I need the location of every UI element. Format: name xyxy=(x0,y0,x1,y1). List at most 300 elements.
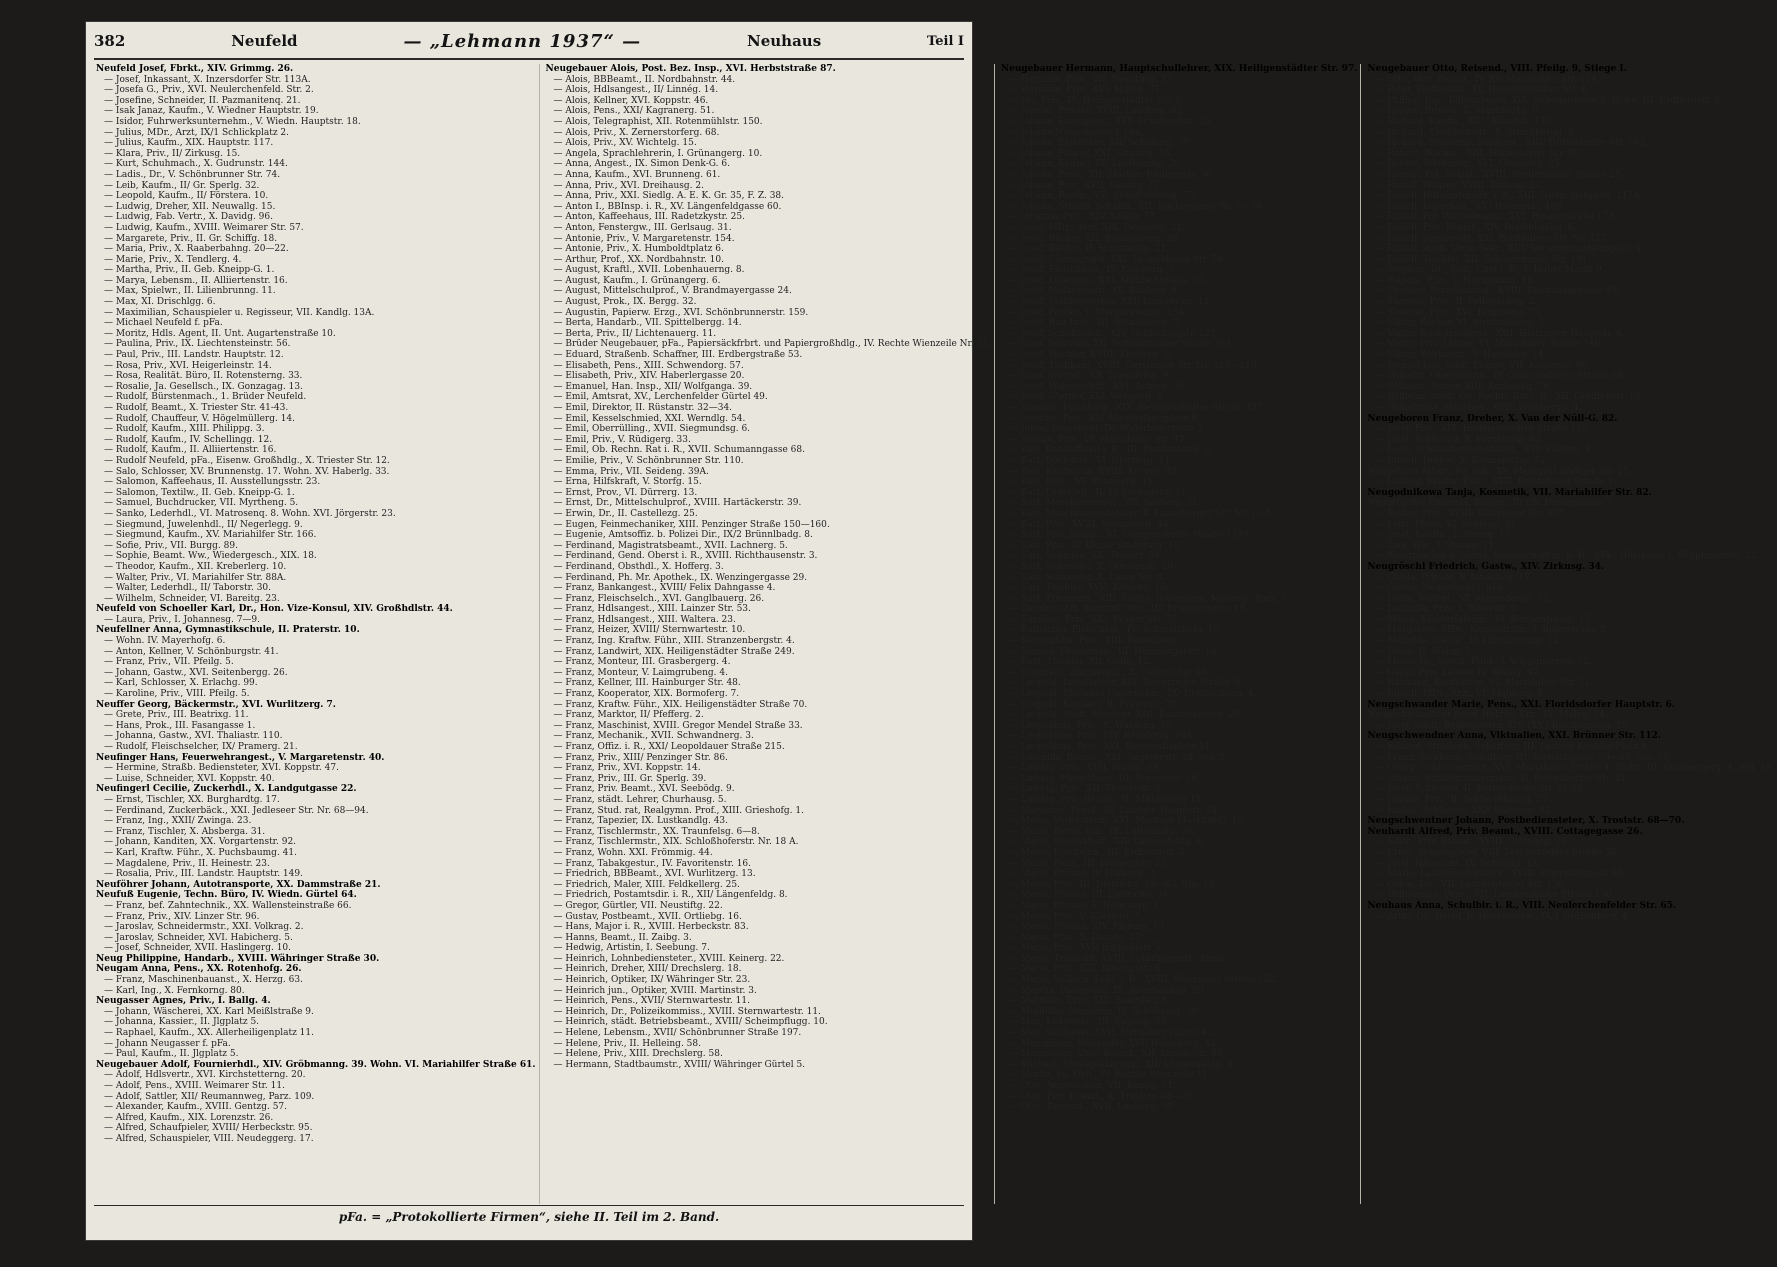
directory-entry: — Karl, Zimmerm., XIII. Siedlg. Rosenberg, Mauerg., Parz. 3. xyxy=(1008,593,1290,604)
right-keyword: Neuhaus xyxy=(747,32,822,50)
directory-entry: — Gregor, Gürtler, VII. Neustiftg. 22. xyxy=(553,900,723,911)
directory-entry: — Heinrich, städt. Betriebsbeamt., XVIII/ Scheimpflugg. 10. xyxy=(553,1017,828,1028)
directory-entry: — Anna, Priv., XVI. Dreihausg. 2. xyxy=(553,180,704,191)
directory-entry: — Anton, Fenstergw., III. Gerlsaug. 31. xyxy=(553,222,732,233)
directory-entry: — Leonhard, Zimmerpuf., X. Neilreichg. 19. xyxy=(1008,667,1210,678)
directory-entry: — Sanko, Lederhdl., VI. Matrosenq. 8. Wohn. XVI. Jörgerstr. 23. xyxy=(104,508,396,519)
directory-entry: — Alois, Hdlsangest., II/ Linnég. 14. xyxy=(553,85,719,96)
surname-entry: Neufinger Hans, Feuerwehrangest., V. Margaretenstr. 40. xyxy=(96,752,385,763)
directory-entry: — Marya, Lebensm., II. Alliiertenstr. 16. xyxy=(104,275,288,286)
directory-entry: — Anna, Priv., XXI. Siedlg. A. E. K. Gr. 35, F. Z. 38. xyxy=(553,191,785,202)
directory-entry: — Rudolf, Kaufm., II. Alliiertenstr. 16. xyxy=(104,445,277,456)
directory-entry: — Raimund, Konfektion, VI. Mariahilfer Str. 51. xyxy=(1375,678,1593,689)
column-3 xyxy=(1001,64,1361,1204)
surname-entry: Neugebauer Adolf, Fournierhdl., XIV. Gröbmanng. 39. Wohn. VI. Mariahilfer Straße 61. xyxy=(96,1059,536,1070)
directory-entry: — Erwin, Dr., II. Castellezg. 25. xyxy=(553,508,698,519)
directory-entry: — Moritz, Hdls. Agent, II. Unt. Augartenstraße 10. xyxy=(104,328,336,339)
directory-entry: — Alois, BBBeamt., II. Nordbahnstr. 44. xyxy=(553,74,736,85)
left-keyword: Neufeld xyxy=(231,32,298,50)
directory-entry: — Siegmund, Juwelenhdl., II/ Negerlegg. 9. xyxy=(104,519,303,530)
directory-entry: — Artur, Ob. Revid. b. Heeresverw., IX/1 Grünentorg. 4. xyxy=(1375,911,1631,922)
directory-entry: — Rudolf, Kaufm., XIII. Philippg. 3. xyxy=(104,424,265,435)
directory-entry: — Johann, Fahrer, XXI. Straußg. 15. xyxy=(1008,148,1173,159)
directory-entry: — Margarete, MDr., Kinderärztin, I. Biberstraße 3. xyxy=(1375,625,1608,636)
directory-entry: — Marie, Priv., V. Kliebero. 7. xyxy=(1008,911,1143,922)
surname-entry: Neugebauer Alois, Post. Bez. Insp., XVI. Herbststraße 87. xyxy=(545,64,836,74)
directory-entry: — Sophie, Beamt. Ww., Wiedergesch., XIX. 18. xyxy=(104,551,317,562)
directory-entry: — Malek, Kleiderfalonin., VI. Bürgerspitalg. 15. xyxy=(1375,614,1594,625)
directory-entry: — Franz, Landwirt, XIX. Heiligenstädter Straße 249. xyxy=(553,646,795,657)
directory-entry: — Salo, Schlosser, XV. Brunnenstg. 17. Wohn. XV. Haberlg. 33. xyxy=(104,466,390,477)
directory-entry: — Edith, Priv. Beamt., XVIII. Cottageg. 26. xyxy=(1375,837,1570,848)
directory-entry: — Grete, Priv., III. Beatrixg. 11. xyxy=(104,710,249,721)
directory-entry: — Franz, Maschinenbauanst., X. Herzg. 63. xyxy=(104,975,303,986)
directory-entry: — Johann, Elektriker, XII/ Schallerg. 39. xyxy=(1008,138,1193,149)
directory-entry: — Jeanne, Private, XVIII. Laudong. 42. xyxy=(1008,106,1186,117)
surname-entry: Neugebauer Otto, Reisend., VIII. Pfeilg. 9, Stiege I. xyxy=(1367,64,1627,74)
directory-entry: — Ida, Priv., IX. Heiligenstädter Str. 6. xyxy=(1008,95,1185,106)
directory-entry: — Otto, Angestellter, VII. Bandg. 11. xyxy=(1008,1081,1176,1091)
directory-entry: — Franz, Hdlsangest., XIII. Waltera. 23. xyxy=(553,614,736,625)
directory-entry: — Alois, Pens., XXI/ Kagranerg. 51. xyxy=(553,106,715,117)
surname-entry: Neufuß Eugenie, Techn. Büro, IV. Wiedn. Gürtel 64. xyxy=(96,890,357,901)
directory-entry: — Arthur, Prof., XX. Nordbahnstr. 10. xyxy=(553,254,724,265)
directory-entry: — Rudolf Neufeld, pFa., Eisenw. Großhdlg., X. Triester Str. 12. xyxy=(104,455,390,466)
directory-entry: — Maria, Verkäuferin, XXI. Mautner Markhof-G. 16. xyxy=(1008,816,1246,827)
directory-entry: — Max, XI. Drischlgg. 6. xyxy=(104,297,216,308)
directory-entry: — Georg, Schlossermstr., XVI. Mariahilfer Straße 4, Wohn. III. Grasbergerg. 4, Stg. 19. xyxy=(1375,763,1775,774)
directory-entry: — Josef, Ran Insp., III. Stanislausg. 3. xyxy=(1008,318,1182,329)
directory-entry: — Friedrich, Postamtsdir. i. R., XII/ Längenfeldg. 8. xyxy=(553,890,788,901)
directory-entry: — Franz, Stud. rat, Realgymn. Prof., XIII. Grieshofg. 1. xyxy=(553,805,804,816)
directory-entry: — Ludmilla, Beamt., XXI. Angererstr. 28, Stg. 2. xyxy=(1008,752,1229,763)
directory-entry: — Gisela, Private, V. Johanneg. 17. xyxy=(1375,572,1534,583)
directory-entry: — Ferdinand, Magistratsbeamt., XVII. Lachnerg. 5. xyxy=(553,540,788,551)
directory-entry: — Otto, Priv. Beamt., X. Troststr. 68—70. xyxy=(1008,1091,1196,1102)
directory-entry: — Ferdinand, Ph. Mr. Apothek., IX. Wenzingergasse 29. xyxy=(553,572,808,583)
directory-entry: — Karl, Ing., X. Fernkorng. 80. xyxy=(104,985,245,996)
directory-entry: — Hermann, Stadtbaumstr., XVIII/ Währinger Gürtel 5. xyxy=(553,1059,806,1070)
surname-entry: Neugasser Agnes, Priv., I. Ballg. 4. xyxy=(96,996,271,1007)
directory-entry: — Max, Spielwr., II. Lilienbrunng. 11. xyxy=(104,286,276,297)
directory-entry: — Karl, Priv., II/ Kleine Stadtgutg. 11. xyxy=(1008,540,1182,551)
directory-entry: — Emanuel, Han. Insp., XII/ Wolfganga. 39. xyxy=(553,381,753,392)
directory-entry: — Martha, Priv., II. Geb. Kneipp-G. 1. xyxy=(104,265,275,276)
directory-entry: — Ludwig, Priv. Beamt., IV. Mittersteig 15. xyxy=(1008,794,1204,805)
directory-entry: — Johann, Kanditen, XX. Vorgartenstr. 92. xyxy=(104,837,297,848)
directory-entry: — Ludwig, Kaufm., XVIII. Weimarer Str. 57. xyxy=(104,222,304,233)
directory-entry: — Leopold, Installateur, XIX. Sieveringer Straße 50. xyxy=(1008,678,1247,689)
surname-entry: Neugodnikowa Tanja, Kosmetik, VII. Mariahilfer Str. 82. xyxy=(1367,487,1652,498)
directory-entry: — Marie, Private, II/ Hafnerg. 3. xyxy=(1008,869,1157,880)
directory-entry: — Hanns, Beamt., II. Zaibg. 3. xyxy=(553,932,692,943)
directory-entry: — Berta, Handarb., VII. Spittelbergg. 14. xyxy=(553,318,742,329)
directory-entry: — Maria, Priv., X. Raaberbahng. 20—22. xyxy=(104,244,289,255)
directory-entry: — Hermine, Straßb. Bediensteter, XVI. Koppstr. 47. xyxy=(104,763,339,774)
directory-entry: — Michael, Musikpädagogin, XII/ Längenfeldg. 8. xyxy=(1008,1059,1236,1070)
directory-entry: — Franz, Maschinist, XVIII. Gregor Mendel Straße 33. xyxy=(553,720,803,731)
directory-entry: — Franz, Hdlsangest., XIII. Lainzer Str. 53. xyxy=(553,604,751,615)
directory-entry: — Anton I., BBInsp. i. R., XV. Längenfeldgasse 60. xyxy=(553,201,782,212)
directory-entry: — Ferdinand, Obsthdl., X. Hofferg. 3. xyxy=(553,561,724,572)
directory-entry: — Franz, Ing. Kraftw. Führ., XIII. Stranzenbergstr. 4. xyxy=(553,636,795,647)
surname-entry: Neugröschl Friedrich, Gastw., XIV. Zirkusg. 34. xyxy=(1367,561,1605,572)
surname-entry: Neuhaus Anna, Schulbir. i. R., VIII. Neulerchenfelder Str. 65. xyxy=(1367,900,1677,911)
directory-entry: — Walter, Lederhdl., II/ Taborstr. 30. xyxy=(104,583,272,594)
directory-entry: — Salomon, Kaffeehaus, II. Ausstellungsstr. 23. xyxy=(104,477,321,488)
directory-entry: — Marie, Trafikant, XVIII. Lothringerstr., Kiosk. xyxy=(1008,953,1228,964)
directory-entry: — Peter, Postbeamt., IX. Heiligenstädter Str. 6. xyxy=(1375,85,1590,96)
directory-entry: — Regine, Private, X. Mannhartg. 6. xyxy=(1375,106,1541,117)
directory-entry: — Kurt, Tischler, XII. Gallg. 12. xyxy=(1008,657,1152,668)
directory-entry: — Franz, Kraftw. Führ., XIX. Heiligenstädter Straße 70. xyxy=(553,699,808,710)
directory-entry: — Hans, Major i. R., XVIII. Herbeckstr. 83. xyxy=(553,922,749,933)
directory-entry: — Franz, bef. Zahntechnik., XX. Wallensteinstraße 66. xyxy=(104,900,352,911)
directory-entry: — Richard, Kaufm., XIII. Auhofstr. 135. xyxy=(1375,116,1555,127)
directory-entry: — Rosa, Priv., XVI. Heigerleinstr. 14. xyxy=(104,360,272,371)
directory-entry: — Rosa, Realität. Büro, II. Rotensterng. 33. xyxy=(104,371,303,382)
surname-entry: Neug Philippine, Handarb., XVIII. Währinger Straße 30. xyxy=(96,953,380,964)
directory-entry: — Marie, Priv., X. Tendlerg. 4. xyxy=(104,254,242,265)
directory-entry: — Ludwig, Priv., XVII. Pezzlg. 64. xyxy=(1008,763,1162,774)
directory-entry: — Franz, Priv., XIV. Linzer Str. 96. xyxy=(104,911,260,922)
directory-entry: — Erna, Hilfskraft, V. Storfg. 15. xyxy=(553,477,702,488)
surname-entry: Neugebauer Hermann, Hauptschullehrer, XIX. Heiligenstädter Str. 97. xyxy=(1000,64,1358,74)
directory-entry: — Viktor, Priv. Lehrer, VI. Mariahilfer Straße 74B. xyxy=(1375,339,1604,350)
directory-entry: — Leopoldine, Priv., XIV. Reindorfg. 10A. xyxy=(1008,731,1196,742)
directory-entry: — Emil, Oberrülling., XVII. Siegmundsg. 6. xyxy=(553,424,751,435)
directory-entry: — Anna, Kaufm., XVI. Brunneng. 61. xyxy=(553,169,721,180)
directory-entry: — Julius, Kaufm., XIX. Hauptstr. 117. xyxy=(104,138,274,149)
directory-entry: — Karl, Büchdrst., VI. Gfornerg. 11. xyxy=(1008,455,1174,466)
directory-entry: — Johann, Pens., XII. Markgr. Rüdigerstr. 36. xyxy=(1008,169,1215,180)
directory-entry: — Franz, Mechanik., XVII. Schwandnerg. 3. xyxy=(553,731,754,742)
directory-entry: — Josef, Sekretär, XII. Schönbrunner Straße 261. xyxy=(1008,339,1235,350)
directory-entry: — Max, Lederwar., III. Ungarg. 35. xyxy=(1008,1017,1169,1028)
directory-entry: — Ludwig, Dreher, XII. Neuwallg. 15. xyxy=(104,201,276,212)
directory-entry: — Josef, Lebensm., XXI. Mühlschüttelg. 65. xyxy=(1008,275,1207,286)
directory-entry: — Maximilian, Schauspieler u. Regisseur, VII. Kandlg. 13A. xyxy=(104,307,375,318)
directory-entry: — Karl, Schneider, X. Laaer Str. 8. xyxy=(1008,572,1166,583)
directory-entry: — Karl, Bahnoffizial i. R., III. Rundmanng. 3. xyxy=(1008,445,1213,456)
directory-entry: — Isidor, Fuhrwerksunternehm., V. Wiedn. Hauptstr. 18. xyxy=(104,116,361,127)
directory-entry: — Maximilian, Reisender, XVI/ Habicherg. 43. xyxy=(1008,1038,1219,1049)
directory-entry: — Ernst, Dr., Mittelschulprof., XVIII. Hartäckerstr. 39. xyxy=(553,498,802,509)
directory-entry: — Augustin, Papierw. Erzg., XVI. Schönbrunnerstr. 159. xyxy=(553,307,809,318)
directory-entry: — Josef, Wagenschffr., XVI. Ackerg. 36. xyxy=(1008,381,1188,392)
directory-entry: — Rudolf, städt. Verw. Sekr., XIII/ Versorgungsheimplatz 1. xyxy=(1375,244,1645,255)
directory-entry: — Oscar, Priv. Lehrer, IV. Mühlg. 42. xyxy=(1375,667,1542,678)
directory-entry: — Luise, Schneider, XVI. Koppstr. 40. xyxy=(104,773,275,784)
directory-entry: — Wilhelm, Setzer, XIII/ Anzbachg. 76. xyxy=(1375,381,1553,392)
directory-entry: — Katharina, Fleischelb., IV/ Schmalzhofg. 16. xyxy=(1008,625,1222,636)
directory-entry: — Moritz, Fa. Gefl., IV. Rechte Wienzeile 11. xyxy=(1008,1070,1211,1081)
directory-entry: — Konrad, Fleischhau., III. Hainburgerstr. 18. xyxy=(1008,646,1220,657)
directory-entry: — Otto, Verf. Beamt., IV. XV. Mariahilfer Str. 174. xyxy=(1375,74,1600,85)
directory-entry: — Wilhelm, Schneider, VI. Bareitg. 23. xyxy=(104,593,280,604)
directory-entry: — Rosalie, Ja. Gesellsch., IX. Gonzagag. 13. xyxy=(104,381,303,392)
directory-entry: — August, Kraftl., XVII. Lobenhauerng. 8. xyxy=(553,265,745,276)
directory-entry: — Marie, Bettw. Erz., IX. Luftkandlg. 39. xyxy=(1008,826,1195,837)
directory-entry: — Josef, Bäcker, XII. Steinbauerg. 26. xyxy=(1008,233,1181,244)
directory-entry: — Josef, Kaufm., I. Sterng. 11. xyxy=(1375,530,1514,541)
directory-entry: — Gustav, Postbeamt., XVII. Ortliebg. 16. xyxy=(553,911,742,922)
directory-entry: — Elisabeth, Pens., XIII. Schwendorg. 57. xyxy=(553,360,744,371)
directory-entry: — Philipp, Ing., Kühlanlagen, XIX. Schegargasse 8, Wohn. III. Erdbergstr. 2. xyxy=(1375,95,1723,106)
directory-entry: — Alfred, Kaufm., XIX. Lorenzstr. 26. xyxy=(104,1112,274,1123)
directory-entry: — Franz, Tischlermstr., XX. Traunfelsg. 6—8. xyxy=(553,826,760,837)
directory-entry: — Kurt, Schuhmach., X. Gudrunstr. 144. xyxy=(104,159,288,170)
directory-entry: — Karl, Kraftw. Führ., X. Puchsbaumg. 41. xyxy=(104,847,297,858)
directory-entry: — Franz, Straßenb. Schaffner, III. Dietrichgasse 59—63, Stg. 19. xyxy=(1375,752,1672,763)
directory-entry: — Sofie, Priv., VII. Burgg. 89. xyxy=(104,540,238,551)
directory-entry: — Josef, Molkereiarb., IX. Binderg. 6. xyxy=(1008,286,1180,297)
directory-entry: — Marie, Geschäftsfr., XII/ Längenfeldg. 8. xyxy=(1008,837,1205,848)
directory-entry: — Josefine, Fischhdlg., XIX. Heiligenstädter Straße 127. xyxy=(1008,403,1266,413)
directory-entry: — Johann, Rentn., VII. Schottenfeldg. 75. xyxy=(1008,191,1198,202)
directory-entry: — Laura, Priv., I. Johannesg. 7—9. xyxy=(104,614,261,625)
directory-entry: — Karoline, Oh. Kontroll. Ww., III. Krieglergasse 10. xyxy=(1008,604,1248,615)
directory-entry: — Franz, Kellner, III. Hainburger Str. 48. xyxy=(553,678,741,689)
header-rule xyxy=(94,58,964,60)
directory-entry: — Therese, Priv., II. Pellegardeg. 2. xyxy=(1375,297,1537,308)
surname-entry: Neugschwendner Anna, Viktualien, XXI. Brünner Str. 112. xyxy=(1367,731,1662,742)
directory-entry: — Marie, Priv., XVI/ Hippeplatz 5. xyxy=(1008,943,1164,954)
directory-entry: — Stephan, Dr., Sekt. Chef i. R., I. Hoher Markt 9. xyxy=(1375,265,1605,276)
surname-entry: Neufellner Anna, Gymnastikschule, II. Praterstr. 10. xyxy=(96,625,360,636)
surname-entry: Neuföhrer Johann, Autotransporte, XX. Dammstraße 21. xyxy=(96,879,381,890)
directory-entry: — Rosalia, Priv., III. Landstr. Hauptstr. 149. xyxy=(104,869,303,880)
directory-entry: — Moses Ig., Gesch. Führ., I. Wipplingerstr. 12. xyxy=(1375,657,1592,668)
directory-entry: — Hermine, Priv., VII. Neustiftg. 33. xyxy=(1008,74,1175,85)
surname-entry: Neufeld Josef, Fbrkt., XIV. Grimmg. 26. xyxy=(96,64,294,74)
directory-entry: Neugschwandtner Josef, Holzwr. Erz., IX. Malzg. 14. xyxy=(1367,710,1608,721)
directory-entry: — Johann, Eisengiess., XVI. Schwegelstr. 29. xyxy=(1008,116,1213,127)
directory-entry: — Josef, Wagner, XXI. Wengerg. 9. xyxy=(1008,392,1166,403)
directory-entry: — Karl, Tischler, XVII. Köhlerg. 16. xyxy=(1008,583,1170,594)
directory-entry: — Friedrich, BBBeamt., XVI. Wurlitzerg. 13. xyxy=(553,869,756,880)
directory-entry: — Karl, Maschinenmstr., VII. Seideng. 31. xyxy=(1008,498,1201,509)
directory-entry: — Josef, Fleischhau., IV. Kleeberg. 7. xyxy=(1008,265,1177,276)
directory-entry: — Justine, Priv., VI. Mariahilfer Str. 47. xyxy=(1008,434,1188,445)
directory-entry: — Rudolf, Lagerhalt., XV/ Hasnerstr. 166. xyxy=(1375,201,1565,212)
directory-entry: — August, Kaufm., I. Grünangerg. 6. xyxy=(553,275,721,286)
surname-entry: Neuffer Georg, Bäckermstr., XVI. Wurlitzerg. 7. xyxy=(96,699,336,710)
directory-entry: — Josef, Schuhmach., XIV. Goldschlagstr. 121. xyxy=(1008,328,1219,339)
surname-entry: Neugschwentner Johann, Postbediensteter, X. Troststr. 68—70. xyxy=(1367,816,1685,827)
directory-entry: — Otto, Reisend., XVII. Lauberg. 30. xyxy=(1008,1102,1176,1113)
directory-entry: — Leopoldine, Priv., XXI. Konstantiaplatz 51. xyxy=(1008,742,1214,752)
directory-entry: — Josef, Priv., XIX. Heiligenstädter Straße 155. xyxy=(1375,424,1591,435)
directory-entry: — Rudolf, Tischler, XII. Schönbrunner Str. 191. xyxy=(1375,254,1591,265)
directory-entry: — Eugen, Feinmechaniker, XIII. Penzinger Straße 150—160. xyxy=(553,519,830,530)
directory-entry: — Marie, Volksch. Lehr. i. R., XVIII. Währinger Straße 122. xyxy=(1008,975,1279,986)
directory-entry: — Karl, Kaufmann, XVIII. Kreuzg. 52. xyxy=(1008,466,1181,477)
directory-entry: — Salomon, Textilw., II. Geb. Kneipp-G. 1. xyxy=(104,487,295,498)
directory-entry: — Wohn. II. Malzg. 3. xyxy=(1375,646,1474,657)
directory-entry: — Hans, Prok., III. Fasangasse 1. xyxy=(104,720,256,731)
directory-entry: — Wohn. IV. Mayerhofg. 6. xyxy=(104,636,226,647)
directory-entry: — Margarete, Priv., II. Gr. Schiffg. 18. xyxy=(104,233,278,244)
directory-entry: — Johann Neugasser f. pFa. xyxy=(104,1038,231,1049)
directory-entry: — Elisabeth, Priv., XIV. Haberlergasse 20. xyxy=(553,371,745,382)
directory-entry: — Rudolf, Schlosser, XXI/ Kaltnerg. 42. xyxy=(1375,805,1554,816)
directory-entry: — Maximilian, Univ. Beamt., XII. Linzer Str. 87. xyxy=(1008,1049,1226,1060)
directory-entry: — Johann, Wäscherei, XX. Karl Meißlstraße 9. xyxy=(104,1006,314,1017)
directory-entry: — Josef, Trafikant, XVIII. Gersthofer Str. Nr. 115—119. xyxy=(1008,360,1260,371)
directory-entry: — Marie, Lampenschirmerz., XVIII. Pfarrstengasse 68. xyxy=(1375,869,1626,880)
directory-entry: — Leopoldine, Priv., X. Waldeng. 79. xyxy=(1008,720,1175,731)
directory-entry: — Gustav Neugröschl f. pFa. xyxy=(1375,583,1506,594)
directory-entry: — Ludwig, Fab. Vertr., X. Davidg. 96. xyxy=(104,212,273,223)
directory-entry: — Paulina, Priv., IX. Liechtensteinstr. 56. xyxy=(104,339,291,350)
directory-entry: — Hermine, Priv., XVI. Hippg. 37. xyxy=(1008,85,1163,96)
surname-entry: Neugam Anna, Pens., XX. Rotenhofg. 26. xyxy=(96,964,302,975)
directory-entry: — Leopold, Mietauto Unternehm., IX/ Dreihackeng. 4. xyxy=(1008,689,1257,700)
directory-entry: — Viktor, Bäcker, VI. Strohmanerg. 5. xyxy=(1375,318,1548,329)
directory-entry: — Leopold, Kaufm., II/ Förstera. 10. xyxy=(104,191,269,202)
directory-entry: — Ludmilla, Priv., I. Biberstr. 3. xyxy=(1375,604,1519,615)
directory-entry: — Angela, Sprachlehrerin, I. Grünangerg. 10. xyxy=(553,148,763,159)
directory-entry: — Johann, Schiffszimmermann, II. Rottenborfer Str. 21. xyxy=(1375,773,1629,784)
directory-entry: — Klementine, Priv., XIII/ Rosenberg. xyxy=(1008,636,1180,647)
directory-entry: — Heinrich, Pens., XVII/ Sternwartestr. 11. xyxy=(553,996,750,1007)
directory-entry: — Franz, Tischlermstr., XIX. Schloßhoferstr. Nr. 18 A. xyxy=(553,837,799,848)
directory-entry: — Neugröschel & Söhne, Gesellschaft m. b. H., pFa., Hdlshaus, I. Wipplingerstr. 12. xyxy=(1375,551,1760,562)
surname-entry: Neufingerl Cecilie, Zuckerhdl., X. Landgutgasse 22. xyxy=(96,784,357,795)
directory-entry: — Karl, Priv., XVIII. Weimarerg. 44. xyxy=(1008,519,1172,530)
directory-entry: — Adolf, Sattler, XII/ Reumannweg, Parz. 109. xyxy=(104,1091,315,1102)
directory-entry: — Paul, Kaufm., II. Jlgplatz 5. xyxy=(104,1049,239,1060)
directory-entry: — Franz, Tabakgestur., IV. Favoritenstr. 16. xyxy=(553,858,752,869)
directory-entry: — Rudolf, Bürstenmach., 1. Brüder Neufeld. xyxy=(104,392,307,403)
directory-entry: — Emil, Direktor, II. Rüstanstr. 32—34. xyxy=(553,403,733,413)
directory-entry: — Josef, Inkassant, IX. Schlöglg. 43. xyxy=(1375,858,1541,869)
footer-note: pFa. = „Protokollierte Firmen“, siehe II. Teil im 2. Band. xyxy=(338,1210,720,1224)
directory-entry: — Robert, Werkmstr., XVI. Obsakerg. 25. xyxy=(1375,159,1563,170)
directory-entry: — August, Mittelschulprof., V. Brandmayergasse 24. xyxy=(553,286,792,297)
directory-entry: — Marie, Kronbühn., III. Erdbergstr. 2. xyxy=(1008,847,1188,858)
directory-entry: — Johanna, Gastw., XVI. Thaliastr. 110. xyxy=(104,731,283,742)
directory-entry: — Anton, Kellner, V. Schönburgstr. 41. xyxy=(104,646,279,657)
directory-entry: — Franz, Offiz. i. R., XXI/ Leopoldauer Straße 215. xyxy=(553,742,785,752)
directory-entry: — Wenzel Leo, städt. Lehrer, VII. Kaiserstr. 86. xyxy=(1375,360,1590,371)
directory-entry: — Friedrich, Maler, XIII. Feldkellerg. 25. xyxy=(553,879,740,890)
directory-entry: — Anna, Angest., IX. Simon Denk-G. 6. xyxy=(553,159,730,170)
directory-entry: — Michael Neufeld f. pFa. xyxy=(104,318,223,329)
directory-entry: — Therese, Priv., XVI. Brunneng. 75. xyxy=(1375,307,1543,318)
directory-entry: — Juliana, Priv., II. Schlachthausg. 27. xyxy=(1375,794,1551,805)
column-1 xyxy=(96,64,540,1204)
page-title: — „Lehmann 1937“ — xyxy=(403,30,642,52)
directory-entry: — Richard, Straßenb. Bedienst., XIII/ Hütteldorfer Str. 183. xyxy=(1375,138,1648,149)
directory-entry: — Leopold, städt. Monteur, XIII. Ranzenhoferg. 29. xyxy=(1008,710,1243,721)
directory-entry: — Heinrich, Dr., Polizeikommiss., XVIII. Sternwartestr. 11. xyxy=(553,1006,821,1017)
directory-entry: — Johann, Gastw., XVI. Seitenbergg. 26. xyxy=(104,667,288,678)
directory-entry: — Josef, Chemigraph, XXI. Leopoldauer Str. 76. xyxy=(1008,254,1226,265)
directory-entry: — Josef, Mühlenwerker, XXI/ Lanbruckg. 12. xyxy=(1008,297,1212,308)
directory-entry: Neugröschel Emanuel, Kaufm., II/ Ob. Donaustraße 7. xyxy=(1367,498,1615,509)
directory-entry: — Ernst, Prov., VI. Dürrerg. 13. xyxy=(553,487,698,498)
directory-entry: — Raphael, Kaufm., XX. Allerheiligenplatz 11. xyxy=(104,1028,314,1039)
directory-entry: — Toni, Ww., I. Sterng. 11. xyxy=(1375,540,1498,551)
directory-entry: — Emil, Amtsrat, XV., Lerchenfelder Gürtel 49. xyxy=(553,392,768,403)
entry-columns xyxy=(96,64,1775,1204)
directory-entry: — Josef, Portier, V. Margaretenstr. 154. xyxy=(1008,307,1188,318)
directory-entry: — Franz, Priv., III. Gr. Sperlg. 39. xyxy=(553,773,707,784)
directory-entry: — Rudolf, Beamt., X. Triester Str. 41-43. xyxy=(104,403,289,413)
directory-entry: — Robert, Wachm., XIII. Hütteldorfer Str. 90. xyxy=(1375,148,1583,159)
directory-entry: — Helene, Priv., XIII. Drechslerg. 58. xyxy=(553,1049,723,1060)
directory-entry: — Rudolf, Wehrer, XVIII. Dittesg. 13. xyxy=(1375,180,1544,191)
directory-entry: — Isidor, Vertret., VI. Maysederstr. 11. xyxy=(1375,593,1552,604)
directory-entry: — Franz, Monteur, V. Laimgrubeng. 4. xyxy=(553,667,728,678)
directory-entry: — Marie, Private, XIV. Pilgeng. 13. xyxy=(1008,922,1168,933)
directory-entry: — Franz, Marktor, II/ Pfefferg. 2. xyxy=(553,710,704,721)
directory-entry: — Fritz, Maler, VI. Seideng. 31. xyxy=(1375,519,1520,530)
directory-entry: — Siegmund, Kaufm., XV. Mariahilfer Str. 166. xyxy=(104,530,317,541)
directory-entry: — Emil, Ob. Rechn. Rat i. R., XVII. Schumanngasse 68. xyxy=(553,445,805,456)
directory-entry: — Samuel, Buchdrucker, VII. Myrtheng. 5. xyxy=(104,498,299,509)
directory-entry: — Alfred, Schaufpieler, XVIII/ Herbeckstr. 95. xyxy=(104,1123,313,1134)
directory-entry: — Ladis., Dr., V. Schönbrunner Str. 74. xyxy=(104,169,281,180)
directory-entry: — Isak Janaz, Kaufm., V. Wiedner Hauptstr. 19. xyxy=(104,106,319,117)
directory-entry: — Julius, MDr., Arzt, IX/1 Schlickplatz 2. xyxy=(104,127,290,138)
directory-entry: — Johann, Priv., XVII. Gentzg. 17. xyxy=(1008,180,1163,191)
directory-entry: — Ludwig, Fleischhau., III/ Stuwerstr. 19. xyxy=(1008,773,1200,784)
directory-entry: — Antonie, Priv., X. Humboldtplatz 6. xyxy=(553,244,724,255)
directory-entry: — Karl, Maschinenschlosser, X. Laaerberger Str. Nr. 1—5. xyxy=(1008,508,1275,519)
directory-entry: — Franz, Priv. Beamt., XVI. Seebödg. 9. xyxy=(553,784,735,795)
directory-entry: — Paul, Priv., III. Landstr. Hauptstr. 12. xyxy=(104,350,284,361)
directory-entry: — Klara, Priv., II/ Zirkusg. 15. xyxy=(104,148,241,159)
directory-entry: — Hedwig, Artistin, I. Seebung. 7. xyxy=(553,943,710,954)
directory-entry: — Franz, Tapezier, IX. Lustkandlg. 43. xyxy=(553,816,729,827)
directory-entry: — Johann Neugebauer f. pFa. xyxy=(1008,127,1144,138)
directory-entry: — Viktor, Werkmstr., V. Hauslabg. 14. xyxy=(1375,350,1547,361)
directory-entry: — Ferdinand, Gend. Oberst i. R., XVIII. Richthausenstr. 3. xyxy=(553,551,818,562)
directory-entry: — Ernst, Schauspieler, VIII. Lerchenfelder Straße 58. xyxy=(1375,847,1621,858)
directory-entry: — Johanna, Kassier., II. Jlgplatz 5. xyxy=(104,1017,260,1028)
directory-entry: — Alexander, Kaufm., XVIII. Gentzg. 57. xyxy=(104,1102,288,1113)
directory-entry: — Adolf, Hdlsvertr., XVI. Kirchstetterng. 20. xyxy=(104,1070,306,1081)
directory-entry: — Theodor, Porzellanmal., XVIII. Rokitanskygasse 45. xyxy=(1375,286,1621,297)
directory-entry: — Franz, städt. Lehrer, Churhausg. 5. xyxy=(553,794,727,805)
directory-entry: — Tatjana, Priv., V. Hartmanng. 15. xyxy=(1375,275,1536,286)
directory-entry: Neugeborn Albert, Fa. Jnh., XV. Markgraf Rüdiger Str. 25. xyxy=(1367,466,1632,477)
column-4 xyxy=(1367,64,1777,1204)
directory-entry: — Rudolf, Kaufm., IV. Schellingg. 12. xyxy=(104,434,273,445)
directory-entry: — Josefa G., Priv., XVI. Neulerchenfeld. Str. 2. xyxy=(104,85,314,96)
directory-entry: — Adolf, Pens., XVIII. Weimarer Str. 11. xyxy=(104,1081,285,1091)
directory-entry: — Antonie, Priv., V. Margaretenstr. 154. xyxy=(553,233,735,244)
footer-rule xyxy=(94,1205,964,1206)
directory-entry: — Alois, Priv., XV. Wichtelg. 15. xyxy=(553,138,697,149)
directory-entry: — Marie, Priv., III. Dietrichg. 59—63, Stg. 18. xyxy=(1008,879,1218,890)
directory-entry: — Franz, Priv., XVI. Koppstr. 14. xyxy=(553,763,701,774)
directory-entry: — Josef, Vertret., XX. Traunfelsg. 4. xyxy=(1008,371,1172,382)
directory-entry: — Josef, MDr., Arzt, XIX. Paulnerg. 21. xyxy=(1008,222,1185,233)
page-header xyxy=(94,26,964,56)
directory-entry: — Heinrich, Dreher, XIII/ Drechslerg. 18. xyxy=(553,964,742,975)
directory-entry: — Johann, Kellner, IX/ Lustkandlg. 20. xyxy=(1008,159,1183,170)
directory-entry: — Alois, Kellner, XVI. Koppstr. 46. xyxy=(553,95,709,106)
directory-entry: — Theodor, Kaufm., XII. Kreberlerg. 10. xyxy=(104,561,287,572)
directory-entry: — Franz, Kooperator, XIX. Bormoferg. 7. xyxy=(553,689,740,700)
directory-entry: — Eugenie, Amtsoffiz. b. Polizei Dir., IX/2 Brünnlbadg. 8. xyxy=(553,530,813,541)
surname-entry: Neugeboren Franz, Dreher, X. Van der Nüll-G. 82. xyxy=(1367,413,1618,424)
directory-entry: — Josef, Inkassant, X. Inzersdorfer Str. 113A. xyxy=(104,74,311,85)
